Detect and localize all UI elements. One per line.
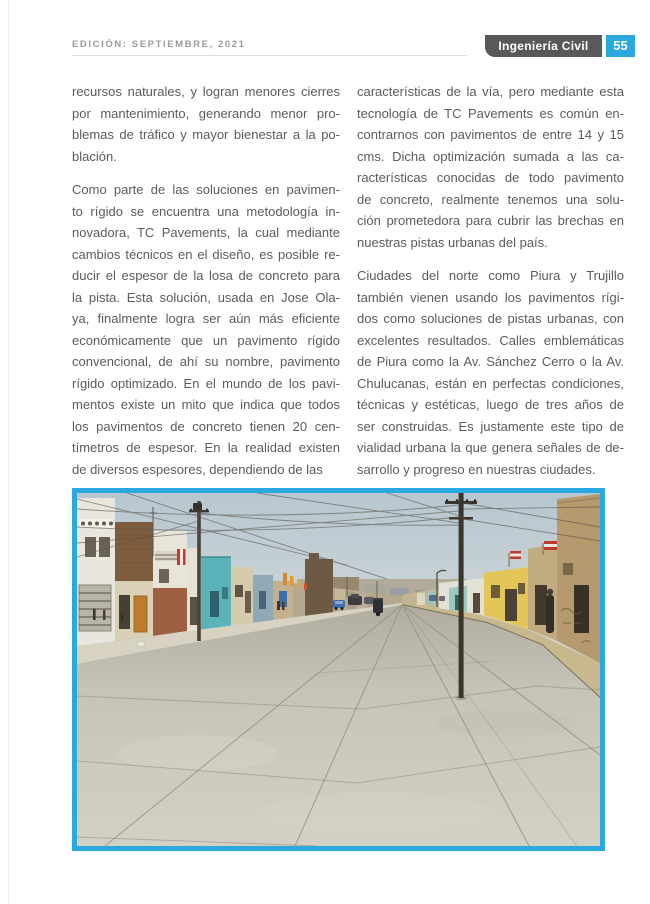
text-line: rígido optimizado. En el mundo de los pavi- [72,375,340,391]
text-line: ción prometedora para cubrir las brechas en [357,213,624,228]
text-line: ducir el espesor de la losa de concreto para [72,268,340,283]
text-line: los pavimentos de concreto tienen 20 cen- [72,418,340,434]
text-line: Chulucanas, están en perfectas condiciones, [357,375,624,391]
street-photo-illustration [77,493,600,846]
text-line: cambios técnicos en el diseño, es posible re- [72,246,340,262]
text-line: ser construidas. Es justamente este tipo de [357,418,624,434]
text-line: tímetros de espesor. En la realidad existen [72,440,340,455]
paragraph [357,265,624,480]
text-line: técnicas y estéticas, luego de tres años de [357,397,624,412]
right-text-column [357,81,624,492]
text-line: por mantenimiento, generando menor pro- [72,105,340,121]
text-line: Ciudades del norte como Piura y Trujillo [357,268,624,283]
text-line: también vienen usando los pavimentos rígi- [357,289,624,305]
text-line: blación. [72,148,117,164]
header-rule [72,55,467,56]
paragraph [72,179,340,480]
text-line: novadora, TC Pavements, la cual mediante [72,225,340,240]
page-number-badge: 55 [606,35,635,57]
text-line: to rígido se encuentra una metodología in- [72,203,340,219]
text-line: ya, finalmente logra ser aún más eficiente [72,311,340,326]
paragraph [357,81,624,253]
text-line: de Piura como la Av. Sánchez Cerro o la Av. [357,354,624,369]
text-line: excelentes resultados. Calles emblemáticas [357,332,624,348]
text-line: vialidad urbana la que genera señales de de- [357,440,624,455]
text-line: económicamente que un pavimento rígido [72,332,340,348]
text-line: sarrollo y progreso en nuestras ciudades. [357,461,596,477]
text-line: racterísticas conocidas de todo pavimento [357,170,624,185]
page-edge-line [8,0,9,904]
left-text-column [72,81,340,492]
text-line: blemas de tráfico y mayor bienestar a la po- [72,127,340,142]
text-line: de concreto, realmente tenemos una solu- [357,191,624,207]
text-line: Como parte de las soluciones en pavimen- [72,182,340,197]
text-line: convencional, de ahí su nombre, pavimento [72,354,340,369]
text-line: la pista. Esta solución, usada en Jose Ola- [72,289,340,305]
paragraph [72,81,340,167]
text-line: cms. Dicha optimización sumada a las ca- [357,148,624,164]
text-line: características de la vía, pero mediante esta [357,84,624,99]
edition-label: EDICIÓN: SEPTIEMBRE, 2021 [72,39,246,50]
text-line: recursos naturales, y logran menores cierres [72,84,340,99]
text-line: contrarnos con pavimentos de entre 14 y 15 [357,127,624,142]
text-line: nuestras pistas urbanas del país. [357,234,548,250]
text-line: de diversos espesores, dependiendo de las [72,461,323,477]
text-line: mentos existe un mito que indica que todos [72,397,340,412]
section-badge: Ingeniería Civil [485,35,602,57]
street-photo [72,488,605,851]
text-line: dos como soluciones de pistas urbanas, con [357,311,624,326]
text-line: tecnología de TC Pavements es común en- [357,105,624,121]
